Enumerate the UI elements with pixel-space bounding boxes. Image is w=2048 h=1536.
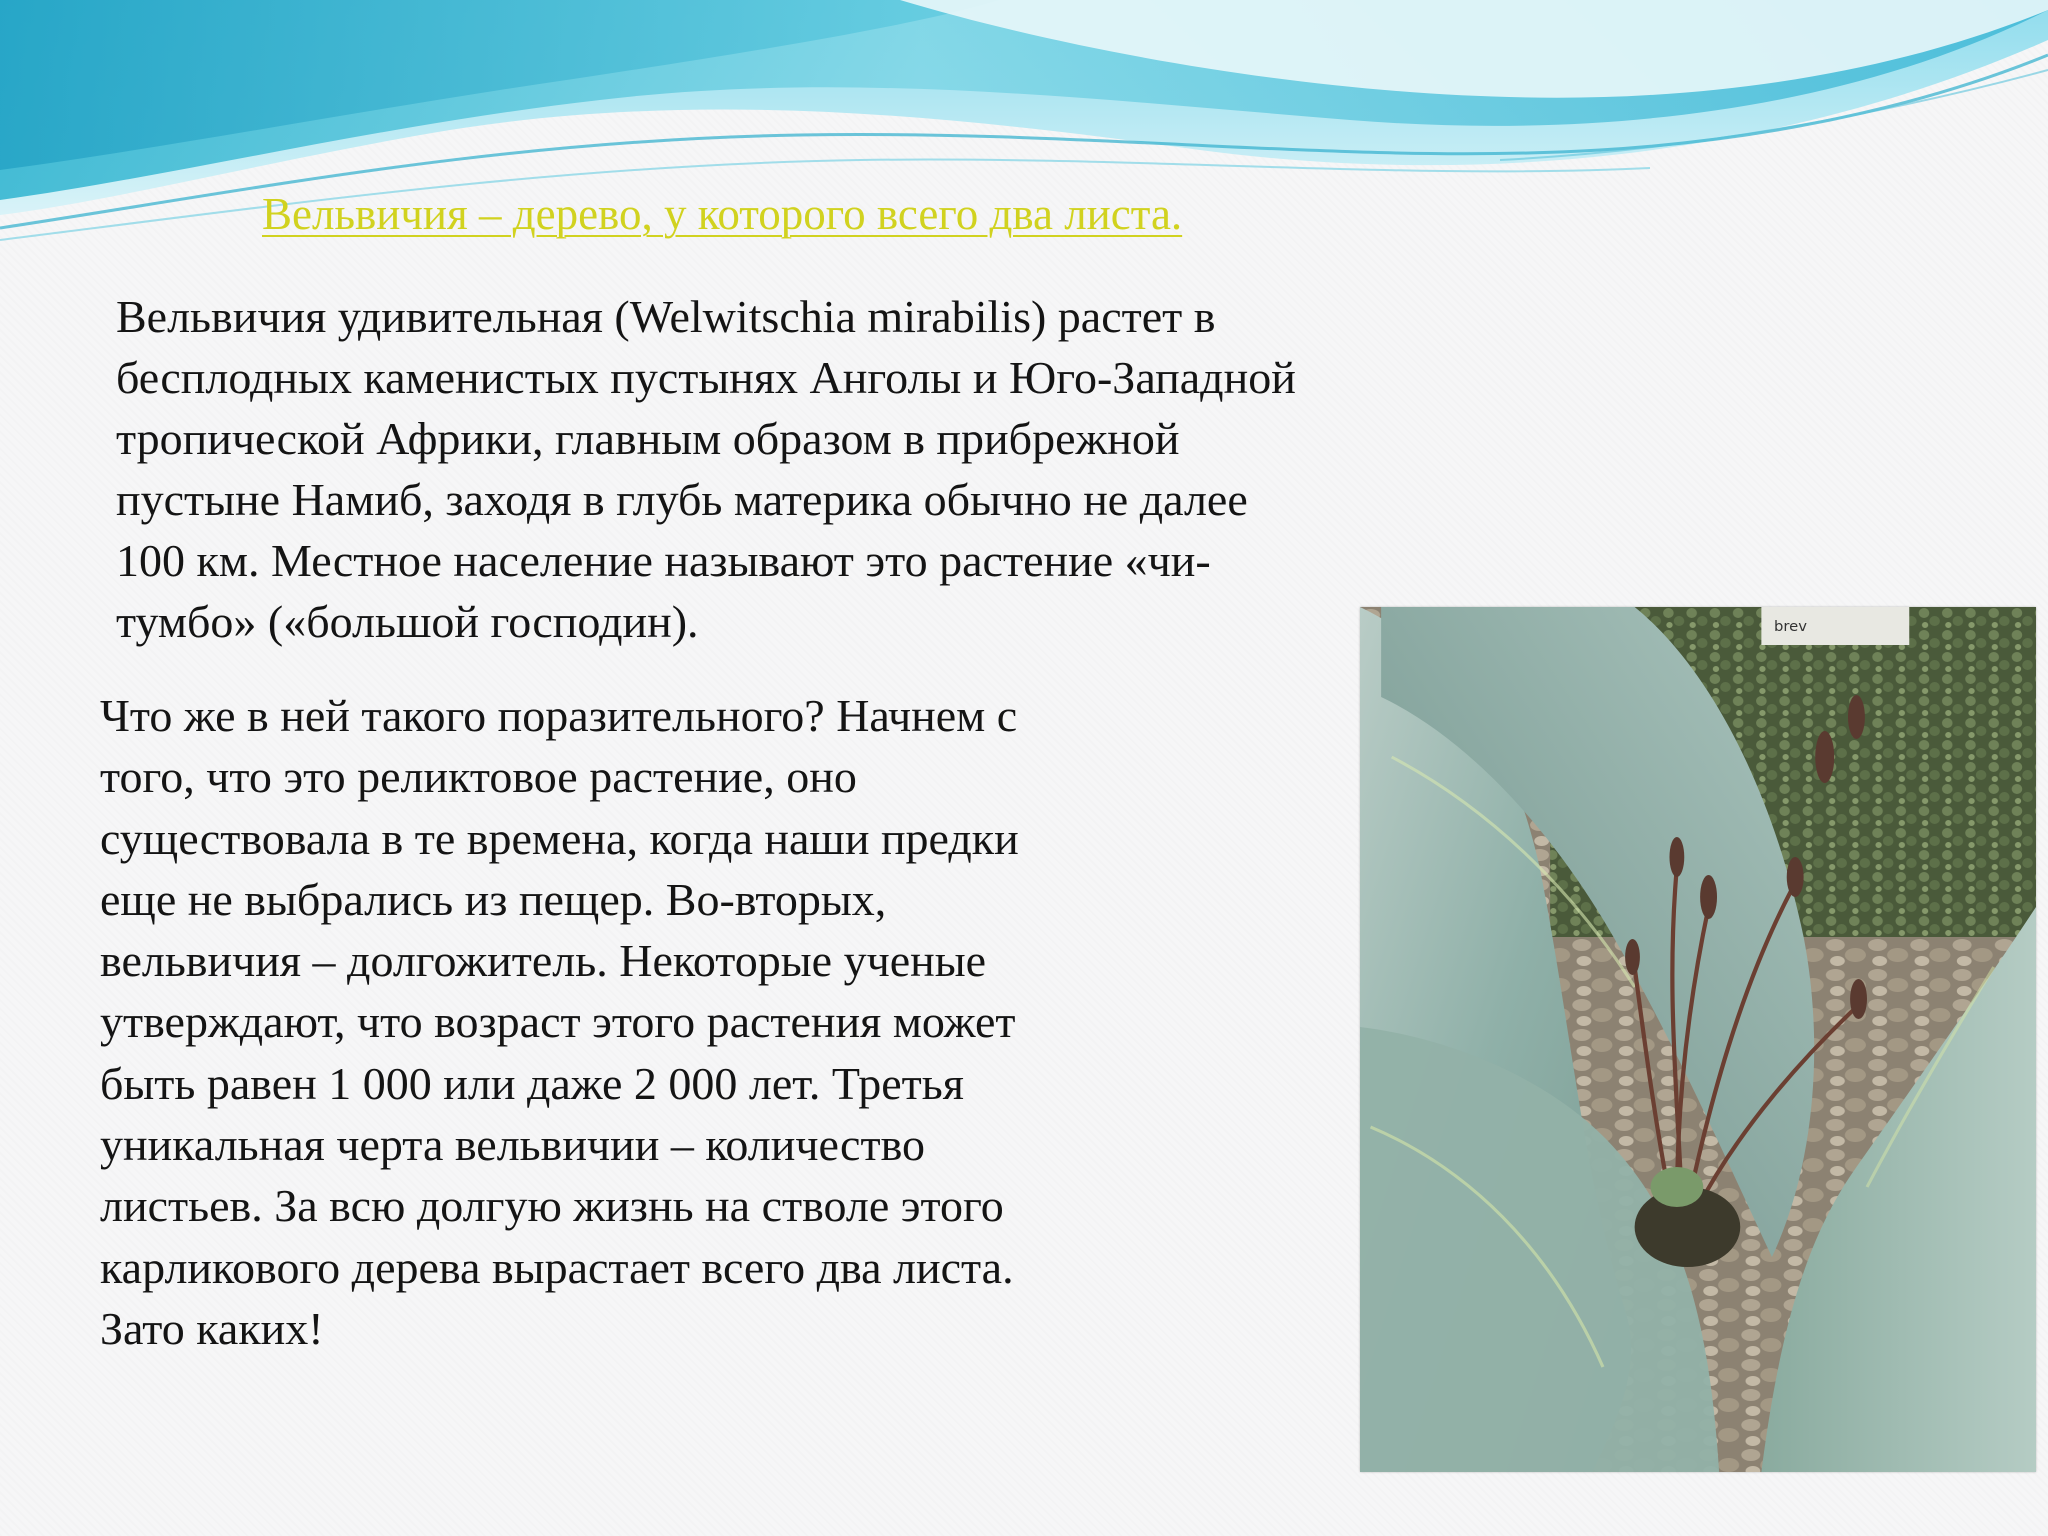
plant-label-text: brev <box>1774 619 1807 635</box>
details-line: быть равен 1 000 или даже 2 000 лет. Третья <box>100 1057 964 1109</box>
details-line: Зато каких! <box>100 1302 324 1354</box>
intro-line: тропической Африки, главным образом в прибрежной <box>116 413 1180 464</box>
intro-line: 100 км. Местное население называют это растение «чи- <box>116 535 1211 586</box>
plant-illustration <box>1360 607 2036 1472</box>
intro-line: Вельвичия удивительная (Welwitschia mirabilis) растет в <box>116 291 1216 342</box>
details-line: Что же в ней такого поразительного? Начнем с <box>100 690 1018 741</box>
welwitschia-photo <box>1360 607 2036 1472</box>
intro-line: пустыне Намиб, заходя в глубь материка обычно не далее <box>116 474 1248 525</box>
details-line: утверждают, что возраст этого растения может <box>100 996 1016 1048</box>
details-line: листьев. За всю долгую жизнь на стволе этого <box>100 1180 1004 1232</box>
details-line: того, что это реликтовое растение, оно <box>100 751 857 803</box>
intro-line: тумбо» («большой господин). <box>116 596 699 647</box>
details-line: уникальная черта вельвичии – количество <box>100 1119 925 1171</box>
details-line: вельвичия – долгожитель. Некоторые ученые <box>100 935 987 987</box>
intro-line: бесплодных каменистых пустынях Анголы и Юго-Западной <box>116 352 1296 403</box>
intro-paragraph <box>116 286 1556 652</box>
details-line: еще не выбрались из пещер. Во-вторых, <box>100 873 887 925</box>
details-paragraph <box>100 685 1240 1359</box>
slide-title: Вельвичия – дерево, у которого всего два листа. <box>262 189 1183 239</box>
details-line: карликового дерева вырастает всего два листа. <box>100 1241 1014 1293</box>
details-line: существовала в те времена, когда наши предки <box>100 812 1019 864</box>
